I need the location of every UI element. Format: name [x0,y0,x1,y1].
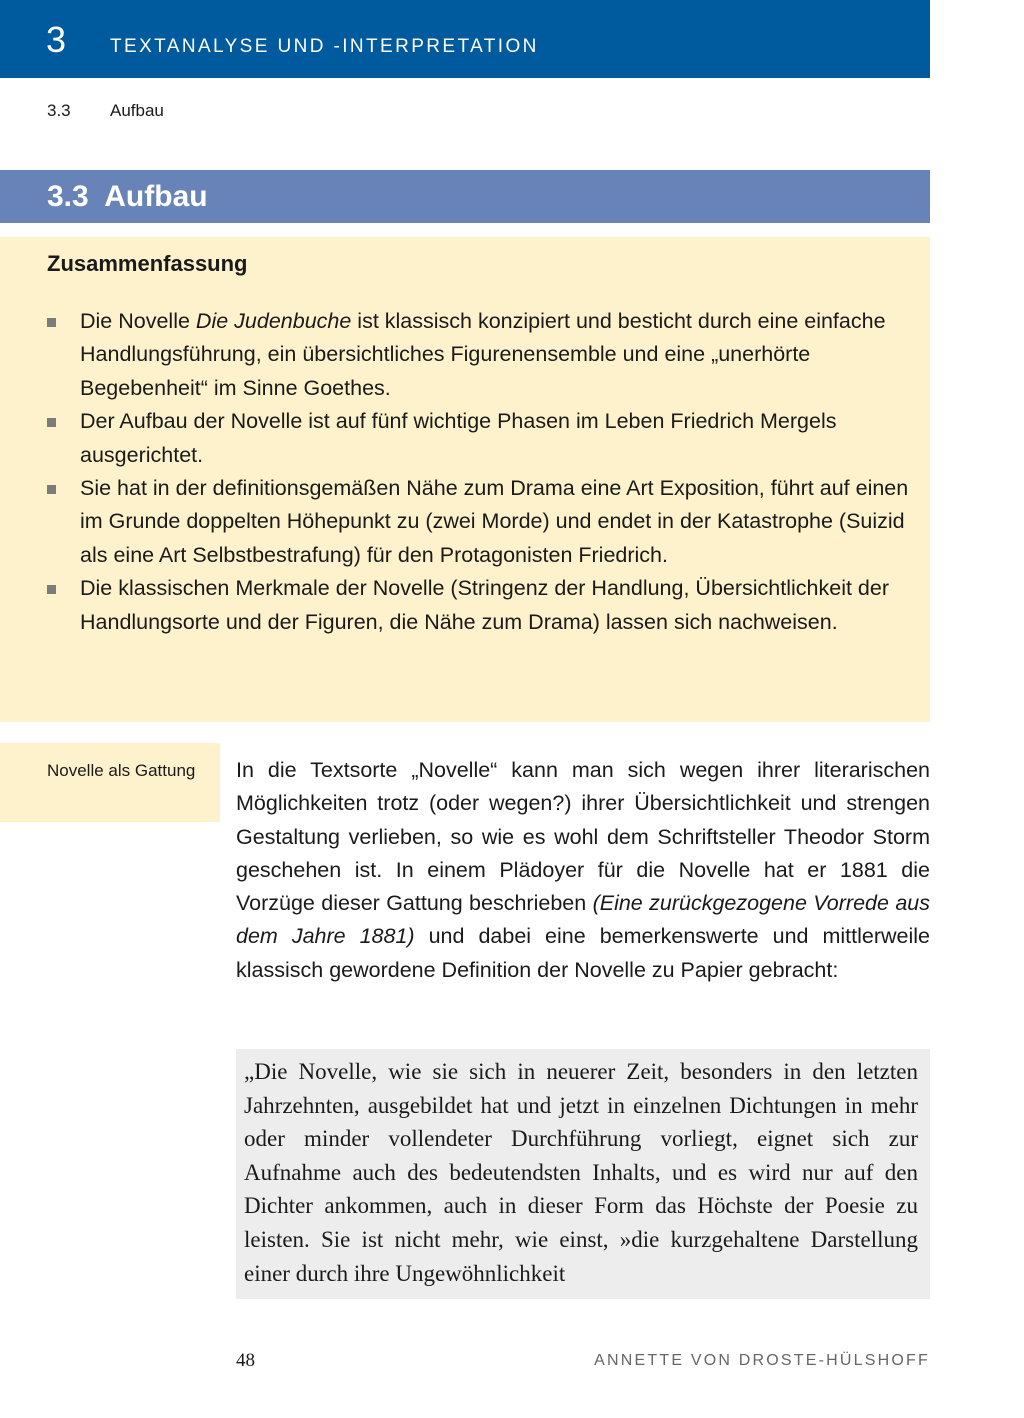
source-citation: (Eine zurückgezogene Vorrede aus dem Jahre 1881) [236,891,930,949]
chapter-number: 3 [46,19,67,60]
margin-note [0,743,220,822]
square-bullet-icon [47,418,56,427]
summary-bullet: Sie hat in der definitionsgemäßen Nähe zum Drama eine Art Exposition, führt auf einen im Grunde doppelten Höhepunkt zu (zwei Morde) und endet in der Katastrophe (Suizid als eine Art Selbstbestrafung) für den Protagonisten Friedrich. [0,472,930,572]
chapter-title: TEXTANALYSE UND -INTERPRETATION [110,36,539,57]
running-head-label: Aufbau [110,101,164,120]
running-head-number: 3.3 [47,101,71,120]
chapter-header-bar [0,0,930,78]
body-paragraph: In die Textsorte „Novelle“ kann man sich wegen ihrer literarischen Möglichkeiten trotz (oder wegen?) ihrer Übersichtlichkeit und strengen Gestaltung verlieben, so wie es wohl dem Schriftsteller Theodor Storm geschehen ist. In einem Plädoyer für die Novelle hat er 1881 die Vorzüge dieser Gattung beschrieben (Eine zurückgezogene Vorrede aus dem Jahre 1881) und dabei eine bemerkenswerte und mittlerweile klassisch gewordene Definition der Novelle zu Papier gebracht: [236,758,930,982]
square-bullet-icon [47,485,56,494]
summary-bullet: Die klassischen Merkmale der Novelle (Stringenz der Handlung, Übersichtlichkeit der Handlungsorte und der Figuren, die Nähe zum Drama) lassen sich nachweisen. [0,572,930,639]
summary-bullet: Die Novelle Die Judenbuche ist klassisch konzipiert und besticht durch eine einfache Handlungsführung, ein übersichtliches Figurenensemble und eine „unerhörte Begebenheit“ im Sinne Goethes. [0,305,930,405]
blockquote [236,1049,930,1299]
section-header-bar [0,170,930,223]
footer-author: ANNETTE VON DROSTE-HÜLSHOFF [594,1352,930,1369]
section-title: 3.3 Aufbau [47,180,208,213]
page-number: 48 [236,1350,255,1371]
summary-heading: Zusammenfassung [47,251,248,276]
summary-bullet: Der Aufbau der Novelle ist auf fünf wichtige Phasen im Leben Friedrich Mergels ausgerichtet. [0,405,930,472]
quote-text: „Die Novelle, wie sie sich in neuerer Zeit, besonders in den letzten Jahrzehnten, ausgebildet hat und jetzt in einzelnen Dichtungen in mehr oder minder vollendeter Durchführung vorliegt, eignet sich zur Aufnahme auch des bedeutendsten Inhalts, und es wird nur auf den Dichter ankommen, auch in dieser Form das Höchste der Poesie zu leisten. Sie ist nicht mehr, wie einst, »die kurzgehaltene Darstellung einer durch ihre Ungewöhnlichkeit [244,1059,918,1286]
square-bullet-icon [47,318,56,327]
summary-list [0,305,930,639]
margin-note-text: Novelle als Gattung [47,761,196,780]
summary-box [0,237,930,722]
square-bullet-icon [47,585,56,594]
